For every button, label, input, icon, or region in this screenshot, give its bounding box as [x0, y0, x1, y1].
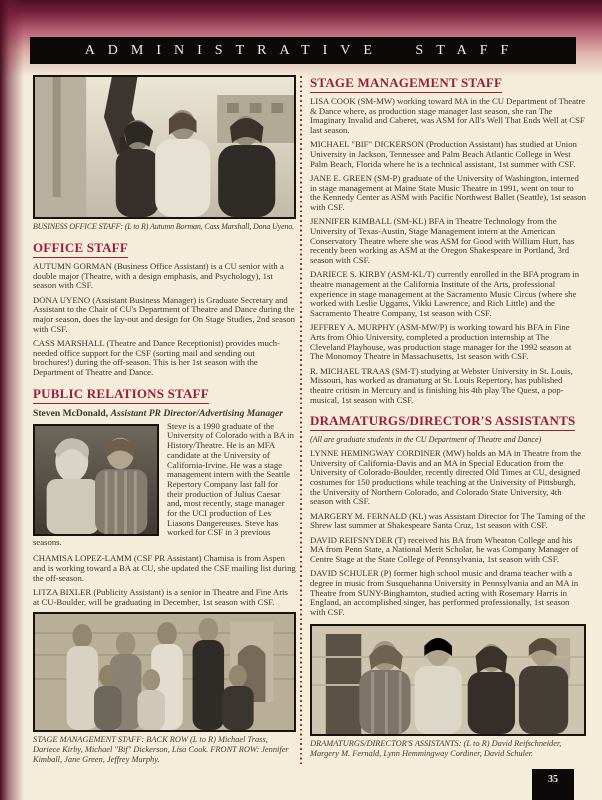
bio-michael-traas: R. MICHAEL TRAAS (SM-T) studying at Webster University in St. Louis, Missouri, has worked as dramaturg at St. Louis Repertory, has published theatre critism in Mercury and is finishing his 4th play The Quest, a pop-musical, 1st season with CSF.: [310, 365, 573, 405]
page-banner: [30, 37, 576, 64]
bio-jeffrey-murphy: JEFFREY A. MURPHY (ASM-MW/P) is working toward his BFA in Fine Arts from Ohio University, completed a production internship at The Cleveland Playhouse, was production stage manager for the 1992 season at The Monomoy Theatre in Massachusetts, 1st season with CSF.: [310, 322, 572, 362]
photo-steven-mcdonald: [33, 424, 159, 536]
bio-lisa-cook: LISA COOK (SM-MW) working toward MA in the CU Department of Theatre & Dance where, as production stage manager last season, she ran The Imaginary Invalid and Caberet, was ASM for All's Well That Ends Well at CSF last season.: [310, 96, 586, 136]
bio-lynne-cordiner: LYNNE HEMINGWAY CORDINER (MW) holds an MA in Theatre from the University of California-Davis and an MA in Special Education from the University of Colorado-Boulder, recently directed Old Times at CU, designed costumes for 150 productions while teaching at the University of Pittsburgh, the University of Northern Colorado, and Colorado State University, 4th season with CSF.: [310, 447, 581, 507]
pr-bio-block: [33, 422, 296, 553]
photo-caption-dramaturgs: DRAMATURGS/DIRECTOR'S ASSISTANTS: (L to R) David Reifschneider, Margery M. Fernald, Lynn Hemmingway Cordiner, David Schuler.: [310, 738, 562, 758]
dramaturgs-photo-art: [312, 626, 584, 734]
bio-david-schuler: DAVID SCHULER (P) former high school music and drama teacher with a degree in music from Susquehanna University in Pennsylvania and an MA in Theatre from SUNY-Binghamton, studied acting with Rosemary Harris in England, an accomplished singer, has performed professionally, 1st season with CSF.: [310, 568, 579, 617]
bio-jennifer-kimball: JENNIFER KIMBALL (SM-KL) BFA in Theatre Technology from the University of Texas-Austin, Stage Management intern at the American Conservatory Theatre where she was ASM for Good with William Hurt, has recently been working as ASM at the Oregon Shakespeare in Portland, 3rd season with CSF.: [310, 216, 575, 266]
dramaturgs-heading: DRAMATURGS/DIRECTOR'S ASSISTANTS: [310, 413, 586, 431]
bio-dona-uyeno: DONA UYENO (Assistant Business Manager) is Graduate Secretary and Assistant to the Chair of CU's Department of Theatre and Dance during the major season, does the lay-out and design for On Stage Studies, 2nd season with CSF.: [33, 294, 296, 334]
right-column: [310, 75, 586, 759]
bio-margery-fernald: MARGERY M. FERNALD (KL) was Assistant Director for The Taming of the Shrew last summer at Shakespeare Santa Cruz, 1st season with CSF.: [310, 510, 586, 531]
photo-stage-management-staff: [33, 612, 296, 732]
bio-steven-mcdonald: Steve is a 1990 graduate of the University of Colorado with a BA in History/Theatre. He is an MFA candidate at the University of California-Irvine. He was a stage management intern with the Seattle Repertory Company last fall for their production of Julius Caesar and, most recently, stage manager for the UCI production of Les Liasons Dangereuses. Steve has worked for CSF in 3 previous seasons.: [33, 421, 294, 548]
photo-dramaturgs-assistants: [310, 624, 586, 736]
business-office-staff-photo-art: [35, 77, 294, 217]
photo-caption-business-office: BUSINESS OFFICE STAFF: (L to R) Autumn Borman, Cass Marshall, Dona Uyeno.: [33, 222, 295, 231]
column-divider: [300, 76, 302, 766]
bio-autumn-gorman: AUTUMN GORMAN (Business Office Assistant) is a CU senior with a double major (Theatre, with a design emphasis, and Psychology), 1st season with CSF.: [33, 261, 284, 291]
left-gradient-border: [0, 0, 24, 800]
pr-lead-line: [33, 408, 296, 419]
photo-caption-stage-management: STAGE MANAGEMENT STAFF: BACK ROW (L to R) Michael Trass, Dariece Kirby, Michael "Bif" Dickerson, Lisa Cook. FRONT ROW: Jennifer Kimball, Jane Green, Jeffrey Murphy.: [33, 735, 289, 765]
stage-management-heading: STAGE MANAGEMENT STAFF: [310, 75, 586, 93]
page-title: ADMINISTRATIVE STAFF: [84, 43, 522, 58]
bio-litza-bixler: LITZA BIXLER (Publicity Assistant) is a senior in Theatre and Fine Arts at CU-Boulder, will be graduating in December, 1st season with CSF.: [33, 586, 288, 607]
bio-jane-green: JANE E. GREEN (SM-P) graduate of the University of Washington, interned in stage management at Maine State Music Theatre in 1991, went on tour to the Kennedy Center as ASM with Pacific Northwest Ballet (Seattle), 1st season with CSF.: [310, 172, 587, 213]
steven-mcdonald-photo-art: [35, 426, 157, 534]
stage-management-staff-photo-art: [35, 614, 294, 730]
dramaturgs-note: (All are graduate students in the CU Department of Theatre and Dance): [310, 435, 542, 445]
page-number: 35: [548, 774, 558, 785]
office-staff-heading: OFFICE STAFF: [33, 240, 296, 258]
left-column: [33, 75, 296, 765]
bio-cass-marshall: CASS MARSHALL (Theatre and Dance Receptionist) provides much-needed office support for the CSF (sorting mail and sending out brochures!) during the off-season. This is her 1st season with the Department of Theatre and Dance.: [33, 337, 280, 378]
page-number-box: [532, 769, 574, 800]
pr-lead-title: Assistant PR Director/Advertising Manager: [110, 407, 284, 419]
bio-chamisa-lopez-lamm: CHAMISA LOPEZ-LAMM (CSF PR Assistant) Chamisa is from Aspen and is working toward a BA at CU, she updated the CSF mailing list during the off-season.: [33, 553, 296, 583]
bio-dariece-kirby: DARIECE S. KIRBY (ASM-KL/T) currently enrolled in the BFA program in theatre management at the California Institute of the Arts, professional experience in stage management at the Sacramento Music Circus (where she worked with Leslie Uggams, Vikki Lawrence, and Rich Little) and the Sacramento Theatre Company, 1st season with CSF.: [310, 269, 580, 319]
photo-business-office-staff: [33, 75, 296, 219]
bio-michael-dickerson: MICHAEL "BIF" DICKERSON (Production Assistant) has studied at Union University in Jackson, Tennessee and Palm Beach Atlantic College in West Palm Beach, Florida where he is a technical assistant, 1st summer with CSF.: [310, 139, 577, 169]
public-relations-heading: PUBLIC RELATIONS STAFF: [33, 386, 296, 404]
bio-david-reifsnyder: DAVID REIFSNYDER (T) received his BA from Wheaton College and his MA from Penn State, a National Merit Scholar, he was Company Manager of Centre Stage at the State College of Pennsylvania, 1st season with CSF.: [310, 534, 579, 564]
pr-lead-name: Steven McDonald,: [33, 407, 109, 419]
